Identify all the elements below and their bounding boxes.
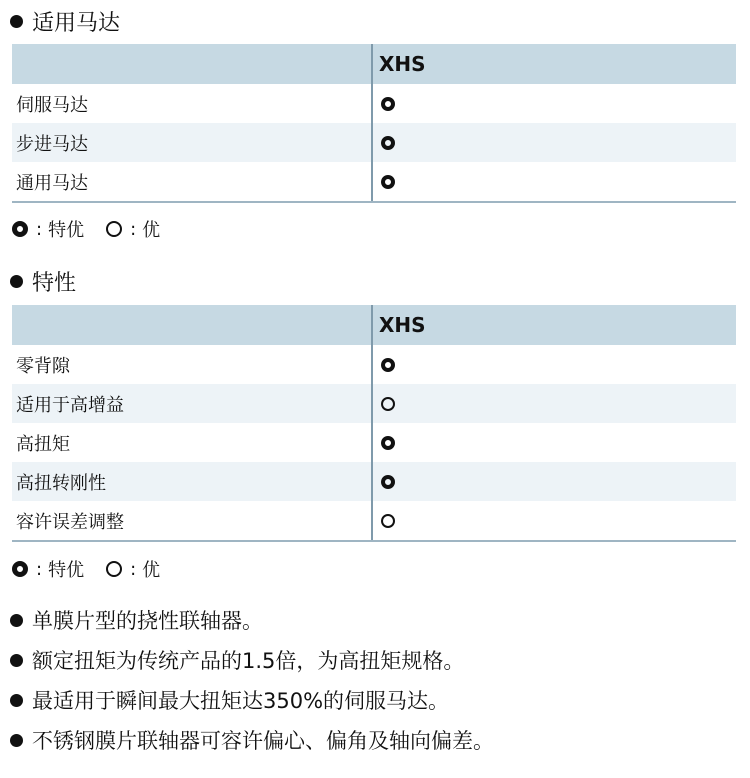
table-header-model: XHS xyxy=(372,305,736,345)
excellent-mark-icon xyxy=(381,136,395,150)
section-title: 特性 xyxy=(32,271,77,296)
table-row xyxy=(12,462,736,501)
legend-good-label: 优 xyxy=(142,560,161,581)
table-row xyxy=(12,123,736,162)
table-row xyxy=(12,345,736,384)
bullet-dot-icon xyxy=(10,654,23,667)
section-heading-features xyxy=(10,266,76,297)
legend: : 特优 : 优 xyxy=(12,556,160,582)
good-mark-icon xyxy=(381,397,395,411)
section-title: 适用马达 xyxy=(32,11,121,36)
table-row xyxy=(12,384,736,423)
good-mark-icon xyxy=(106,561,122,577)
row-label: 步进马达 xyxy=(12,123,372,162)
row-label: 高扭矩 xyxy=(16,433,70,455)
table-row xyxy=(12,84,736,123)
legend: : 特优 : 优 xyxy=(12,216,160,242)
features-table xyxy=(12,305,736,542)
legend-excellent-label: 特优 xyxy=(48,220,85,241)
excellent-mark-icon xyxy=(381,97,395,111)
section-heading-motors xyxy=(10,6,120,37)
table-header-blank xyxy=(12,44,372,84)
bullet-dot-icon xyxy=(10,614,23,627)
legend-good-label: 优 xyxy=(142,220,161,241)
row-label: 零背隙 xyxy=(16,355,70,377)
legend-excellent-label: 特优 xyxy=(48,560,85,581)
row-label: 伺服马达 xyxy=(16,94,88,116)
table-row xyxy=(12,501,736,541)
list-item: 最适用于瞬间最大扭矩达350%的伺服马达。 xyxy=(10,680,494,720)
good-mark-icon xyxy=(381,514,395,528)
bullet-dot-icon xyxy=(10,694,23,707)
list-item: 不锈钢膜片联轴器可容许偏心、偏角及轴向偏差。 xyxy=(10,720,494,760)
row-label: 通用马达 xyxy=(12,162,372,202)
row-label: 适用于高增益 xyxy=(12,384,372,423)
bullet-dot-icon xyxy=(10,734,23,747)
row-label: 高扭转刚性 xyxy=(12,462,372,501)
excellent-mark-icon xyxy=(381,436,395,450)
list-item: 额定扭矩为传统产品的1.5倍，为高扭矩规格。 xyxy=(10,640,494,680)
feature-bullets xyxy=(10,600,494,760)
bullet-dot-icon xyxy=(10,15,23,28)
excellent-mark-icon xyxy=(12,561,28,577)
bullet-dot-icon xyxy=(10,275,23,288)
row-label: 容许误差调整 xyxy=(12,501,372,541)
table-header-blank xyxy=(12,305,372,345)
excellent-mark-icon xyxy=(12,221,28,237)
excellent-mark-icon xyxy=(381,475,395,489)
table-row xyxy=(12,423,736,462)
table-row xyxy=(12,162,736,202)
excellent-mark-icon xyxy=(381,358,395,372)
motors-table xyxy=(12,44,736,203)
list-item: 单膜片型的挠性联轴器。 xyxy=(10,600,494,640)
excellent-mark-icon xyxy=(381,175,395,189)
table-header-model: XHS xyxy=(372,44,736,84)
good-mark-icon xyxy=(106,221,122,237)
